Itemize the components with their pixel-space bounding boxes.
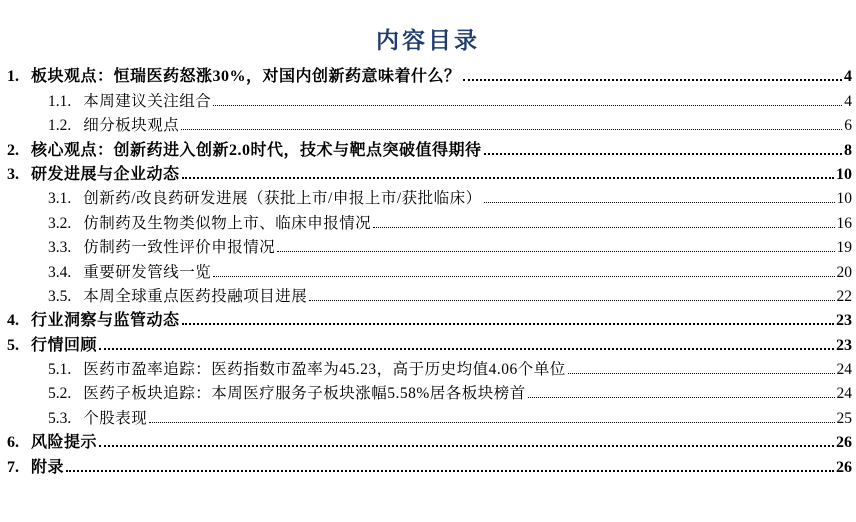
- toc-entry-page: 10: [836, 165, 852, 183]
- dot-leader: [149, 422, 834, 423]
- dot-leader: [99, 445, 834, 447]
- toc-entry-number: 5.1.: [48, 361, 72, 379]
- toc-entry-page: 4: [844, 92, 852, 110]
- toc-entry-text: 医药子板块追踪：本周医疗服务子板块涨幅5.58%居各板块榜首: [83, 385, 526, 403]
- toc-entry-5-1[interactable]: [0, 355, 856, 379]
- toc-entry-page: 16: [836, 214, 852, 232]
- dot-leader: [309, 300, 834, 301]
- toc-entry-text: 核心观点：创新药进入创新2.0时代，技术与靶点突破值得期待: [31, 141, 482, 159]
- toc-entry-number: 5.: [7, 336, 19, 354]
- toc-entry-1[interactable]: [0, 62, 856, 86]
- toc-entry-text: 行情回顾: [31, 336, 98, 354]
- toc-entry-text: 个股表现: [83, 409, 148, 427]
- toc-entry-page: 19: [836, 239, 852, 257]
- toc-entry-text: 本周建议关注组合: [83, 92, 212, 110]
- toc-entry-text: 板块观点：恒瑞医药怒涨30%，对国内创新药意味着什么？: [31, 68, 461, 86]
- toc-list: [0, 62, 856, 477]
- toc-entry-page: 4: [844, 68, 852, 86]
- toc-entry-3-5[interactable]: [0, 282, 856, 306]
- toc-entry-3-2[interactable]: [0, 208, 856, 232]
- toc-entry-number: 3.: [7, 165, 19, 183]
- toc-entry-number: 3.1.: [48, 190, 72, 208]
- toc-entry-text: 仿制药一致性评价申报情况: [83, 239, 276, 257]
- toc-entry-1-1[interactable]: [0, 86, 856, 110]
- toc-entry-5[interactable]: [0, 330, 856, 354]
- toc-entry-page: 23: [836, 312, 852, 330]
- toc-entry-3-4[interactable]: [0, 257, 856, 281]
- toc-entry-text: 行业洞察与监管动态: [31, 312, 180, 330]
- toc-entry-text: 仿制药及生物类似物上市、临床申报情况: [83, 214, 372, 232]
- toc-entry-page: 24: [836, 361, 852, 379]
- dot-leader: [182, 177, 834, 179]
- toc-entry-6[interactable]: [0, 428, 856, 452]
- toc-entry-number: 5.2.: [48, 385, 72, 403]
- dot-leader: [373, 227, 834, 228]
- toc-entry-text: 附录: [31, 458, 65, 476]
- toc-entry-number: 5.3.: [48, 409, 72, 427]
- toc-entry-number: 7.: [7, 458, 19, 476]
- toc-entry-page: 23: [836, 336, 852, 354]
- toc-entry-page: 25: [836, 409, 852, 427]
- toc-entry-number: 6.: [7, 434, 19, 452]
- toc-entry-3-1[interactable]: [0, 184, 856, 208]
- toc-entry-number: 3.2.: [48, 214, 72, 232]
- toc-entry-text: 创新药/改良药研发进展（获批上市/申报上市/获批临床）: [83, 190, 482, 208]
- dot-leader: [484, 153, 842, 155]
- toc-entry-1-2[interactable]: [0, 111, 856, 135]
- toc-entry-page: 24: [836, 385, 852, 403]
- toc-entry-page: 26: [836, 458, 852, 476]
- toc-entry-4[interactable]: [0, 306, 856, 330]
- toc-entry-text: 本周全球重点医药投融项目进展: [83, 287, 308, 305]
- toc-entry-text: 细分板块观点: [83, 117, 180, 135]
- toc-entry-7[interactable]: [0, 452, 856, 476]
- dot-leader: [99, 348, 834, 350]
- toc-entry-2[interactable]: [0, 135, 856, 159]
- toc-title: 内容目录: [376, 28, 480, 53]
- dot-leader: [182, 323, 834, 325]
- toc-entry-number: 3.4.: [48, 263, 72, 281]
- dot-leader: [463, 79, 842, 81]
- toc-entry-5-3[interactable]: [0, 403, 856, 427]
- toc-entry-page: 22: [836, 287, 852, 305]
- toc-entry-3[interactable]: [0, 160, 856, 184]
- toc-entry-text: 医药市盈率追踪：医药指数市盈率为45.23，高于历史均值4.06个单位: [83, 361, 566, 379]
- toc-entry-text: 重要研发管线一览: [83, 263, 212, 281]
- toc-entry-page: 6: [844, 117, 852, 135]
- dot-leader: [181, 129, 842, 130]
- toc-entry-text: 风险提示: [31, 434, 98, 452]
- toc-entry-number: 1.1.: [48, 92, 72, 110]
- toc-entry-number: 3.3.: [48, 239, 72, 257]
- dot-leader: [484, 202, 835, 203]
- toc-entry-number: 3.5.: [48, 287, 72, 305]
- toc-entry-number: 1.2.: [48, 117, 72, 135]
- toc-entry-page: 8: [844, 141, 852, 159]
- toc-entry-3-3[interactable]: [0, 233, 856, 257]
- toc-entry-page: 10: [836, 190, 852, 208]
- dot-leader: [528, 397, 835, 398]
- dot-leader: [277, 251, 834, 252]
- dot-leader: [66, 470, 834, 472]
- toc-entry-number: 1.: [7, 68, 19, 86]
- toc-entry-number: 2.: [7, 141, 19, 159]
- toc-entry-5-2[interactable]: [0, 379, 856, 403]
- dot-leader: [213, 105, 842, 106]
- toc-entry-text: 研发进展与企业动态: [31, 165, 180, 183]
- toc-entry-page: 20: [836, 263, 852, 281]
- toc-entry-number: 4.: [7, 312, 19, 330]
- dot-leader: [213, 276, 834, 277]
- toc-entry-page: 26: [836, 434, 852, 452]
- dot-leader: [568, 373, 835, 374]
